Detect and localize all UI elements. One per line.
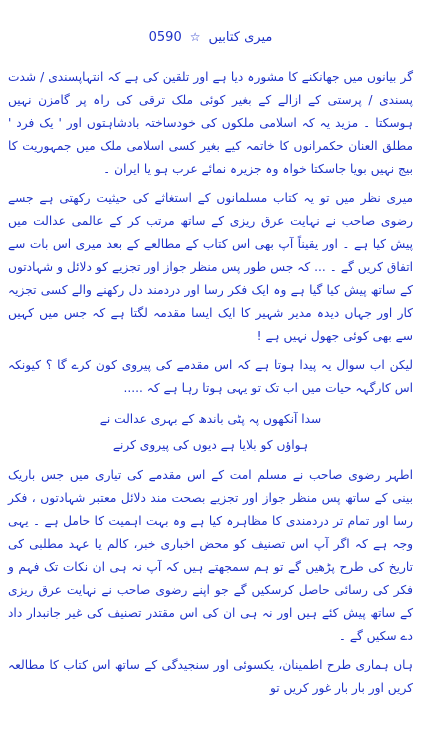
book-title: میری کتابیں: [208, 29, 273, 45]
paragraph-5: ہاں ہماری طرح اطمینان، یکسوئی اور سنجیدگی کے ساتھ اس کتاب کا مطالعہ کریں اور بار بار غور کریں تو: [8, 658, 413, 695]
star-icon: ☆: [189, 30, 201, 44]
verse-line-2: ہواؤں کو بلایا ہے دیوں کی پیروی کرنے: [112, 438, 309, 452]
verse-couplet: [8, 406, 413, 458]
paragraph-2: میری نظر میں تو یہ کتاب مسلمانوں کے استغاثے کی حیثیت رکھتی ہے جسے رضوی صاحب نے نہایت عرق ریزی کے ساتھ مرتب کر کے عالمی عدالت میں پیش کیا ہے ۔ اور یقیناً آپ بھی اس کتاب کے مطالعے کے بعد میری اس بات سے اتفاق کریں گے ۔ ... کہ جس طور پس منظر جواز اور تجزیے کو دلائل و شہادتوں کے ساتھ پیش کیا گیا ہے وہ ایک فکر رسا اور دردمند دل رکھنے والے کسی تجزیہ کار اور جہاں دیدہ مدیر شہیر کا ایک ایسا مقدمہ لگتا ہے کہ جس میں کہیں سے بھی کوئی جھول نہیں ہے !: [8, 191, 413, 343]
paragraph-3: لیکن اب سوال یہ پیدا ہوتا ہے کہ اس مقدمے کی پیروی کون کرے گا ؟ کیونکہ اس کارگہہ حیات میں اب تک تو یہی ہوتا رہا ہے کہ .....: [8, 358, 413, 395]
page-header: [8, 28, 413, 46]
article-body: [8, 66, 413, 700]
page-code: 0590: [148, 29, 182, 45]
verse-line-1: سدا آنکھوں پہ پٹی باندھ کے بہری عدالت نے: [99, 412, 322, 426]
paragraph-4: اطہر رضوی صاحب نے مسلم امت کے اس مقدمے کی تیاری میں جس باریک بینی کے ساتھ پس منظر جواز اور تجزیے بصحت مند دلائل معتبر شہادتوں ، فکر رسا اور تمام تر دردمندی کا مظاہرہ کیا ہے وہ بہت اہمیت کا حامل ہے ۔ یہی وجہ ہے کہ اگر آپ اس تصنیف کو محض اخباری خبر، کالم یا عہد مطلبی کی تاریخ کی طرح پڑھیں گے تو ہم سمجھتے ہیں کہ آپ نہ ہی ان نکات تک فہم و فکر کی رسائی حاصل کرسکیں گے جو اپنے رضوی صاحب نے نہایت عرق ریزی کے ساتھ پیش کئے ہیں اور نہ ہی ان کی اس مقتدر تصنیف کی غیر جانبدار داد دے سکیں گے ۔: [8, 468, 413, 643]
paragraph-1: گر بیانوں میں جھانکنے کا مشورہ دیا ہے اور تلقین کی ہے کہ انتہاپسندی / شدت پسندی / پرستی کے ازالے کے بغیر کوئی ملک ترقی کی راہ پر گامزن نہیں ہوسکتا ۔ مزید یہ کہ اسلامی ملکوں کی خودساختہ بادشاہتوں اور ' یک فرد ' مطلق العنان حکمرانوں کا خاتمہ کیے بغیر کسی اسلامی ملک میں جمہوریت کا بیج نہیں بویا جاسکتا خواہ وہ جزیرہ نمائے عرب ہو یا ایران ۔: [8, 70, 413, 176]
